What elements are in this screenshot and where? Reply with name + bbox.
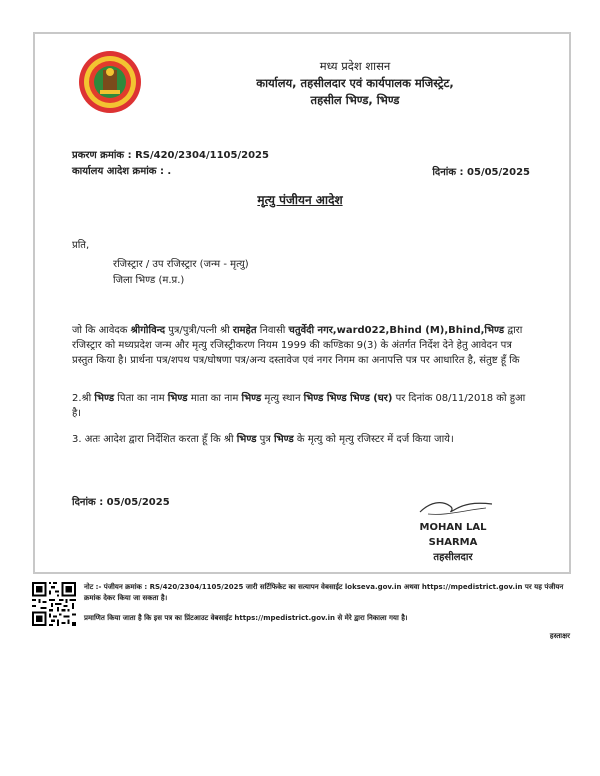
p2-text-1: 2.श्री: [72, 393, 95, 404]
p1-text-3: निवासी: [256, 325, 289, 336]
signature-label: हस्ताक्षर: [549, 632, 570, 640]
deceased-name: भिण्ड: [94, 393, 115, 404]
relative-name: रामहेत: [232, 325, 257, 336]
p3-name-1: भिण्ड: [236, 434, 257, 445]
qr-code-icon: [32, 582, 76, 626]
verification-note: नोट :- पंजीयन क्रमांक : RS/420/2304/1105/2025 जारी सर्टिफिकेट का सत्यापन वेबसाईट lokseva.gov.in अथवा https://mpedistrict.gov.in पर यह पंजीयन क्रमांक देकर किया जा सकता है।: [84, 583, 564, 602]
signer-name: MOHAN LAL SHARMA: [419, 522, 487, 548]
address-line-2: जिला भिण्ड (म.प्र.): [113, 275, 185, 286]
paragraph-2: [72, 391, 534, 421]
p3-text-1: 3. अतः आदेश द्वारा निर्देशित करता हूँ कि श्री: [72, 434, 237, 445]
death-place: भिण्ड भिण्ड भिण्ड (घर): [303, 393, 393, 404]
p2-text-4: मृत्यु स्थान: [261, 393, 304, 404]
p2-text-5: पर दिनांक 08/11/2018 को हुआ है।: [72, 393, 526, 419]
office-header: [210, 58, 500, 109]
footer-date: दिनांक : 05/05/2025: [72, 497, 170, 508]
p3-name-2: भिण्ड: [274, 434, 294, 445]
applicant-name: श्रीगोविन्द: [130, 325, 166, 336]
signer-designation: तहसीलदार: [433, 552, 473, 563]
paragraph-3: [72, 432, 534, 447]
recipient-address: [113, 257, 249, 289]
p3-text-2: पुत्र: [256, 434, 275, 445]
header-line-1: मध्य प्रदेश शासन: [319, 59, 391, 73]
father-name: भिण्ड: [167, 393, 188, 404]
p2-text-2: पिता का नाम: [114, 393, 168, 404]
mother-name: भिण्ड: [241, 393, 262, 404]
resident-address: चतुर्वेदी नगर,ward022,Bhind (M),Bhind,भिण्ड: [288, 325, 505, 336]
p1-text-2: पुत्र/पुत्री/पत्नी श्री: [165, 325, 233, 336]
p3-text-3: के मृत्यु को मृत्यु रजिस्टर में दर्ज किया जाये।: [293, 434, 454, 445]
order-date: दिनांक : 05/05/2025: [432, 167, 530, 178]
p2-text-3: माता का नाम: [187, 393, 242, 404]
reference-block: [72, 148, 269, 180]
p1-text-1: जो कि आवेदक: [72, 325, 131, 336]
header-line-2: कार्यालय, तहसीलदार एवं कार्यपालक मजिस्ट्रेट,: [256, 76, 454, 90]
order-number: कार्यालय आदेश क्रमांक : .: [72, 166, 172, 177]
mp-government-emblem-icon: [78, 50, 142, 114]
header-line-3: तहसील भिण्ड, भिण्ड: [310, 93, 400, 107]
signature-scribble-icon: [416, 494, 496, 520]
case-number: प्रकरण क्रमांक : RS/420/2304/1105/2025: [72, 150, 269, 161]
paragraph-1: [72, 323, 534, 368]
certification-note: प्रमाणित किया जाता है कि इस पत्र का प्रिंटआउट वेबसाईट https://mpedistrict.gov.in से मेरे द्वारा निकाला गया है।: [84, 614, 408, 622]
signer-block: [398, 520, 508, 565]
salutation: प्रति,: [72, 240, 90, 251]
document-title: मृत्यु पंजीयन आदेश: [257, 193, 343, 207]
address-line-1: रजिस्ट्रार / उप रजिस्ट्रार (जन्म - मृत्यु): [113, 259, 249, 270]
p1-text-4: द्वारा रजिस्ट्रार को मध्यप्रदेश जन्म और मृत्यु रजिस्ट्रीकरण नियम 1999 की कण्डिका 9(3) के अंतर्गत निर्देश देने हेतु आवेदन पत्र प्रस्तुत किया है। प्रार्थना पत्र/शपथ पत्र/घोषणा पत्र/अन्य दस्तावेज एवं नगर निगम का अनापत्ति पत्र पर आधारित है, संतुष्ट हूँ कि: [72, 325, 523, 366]
